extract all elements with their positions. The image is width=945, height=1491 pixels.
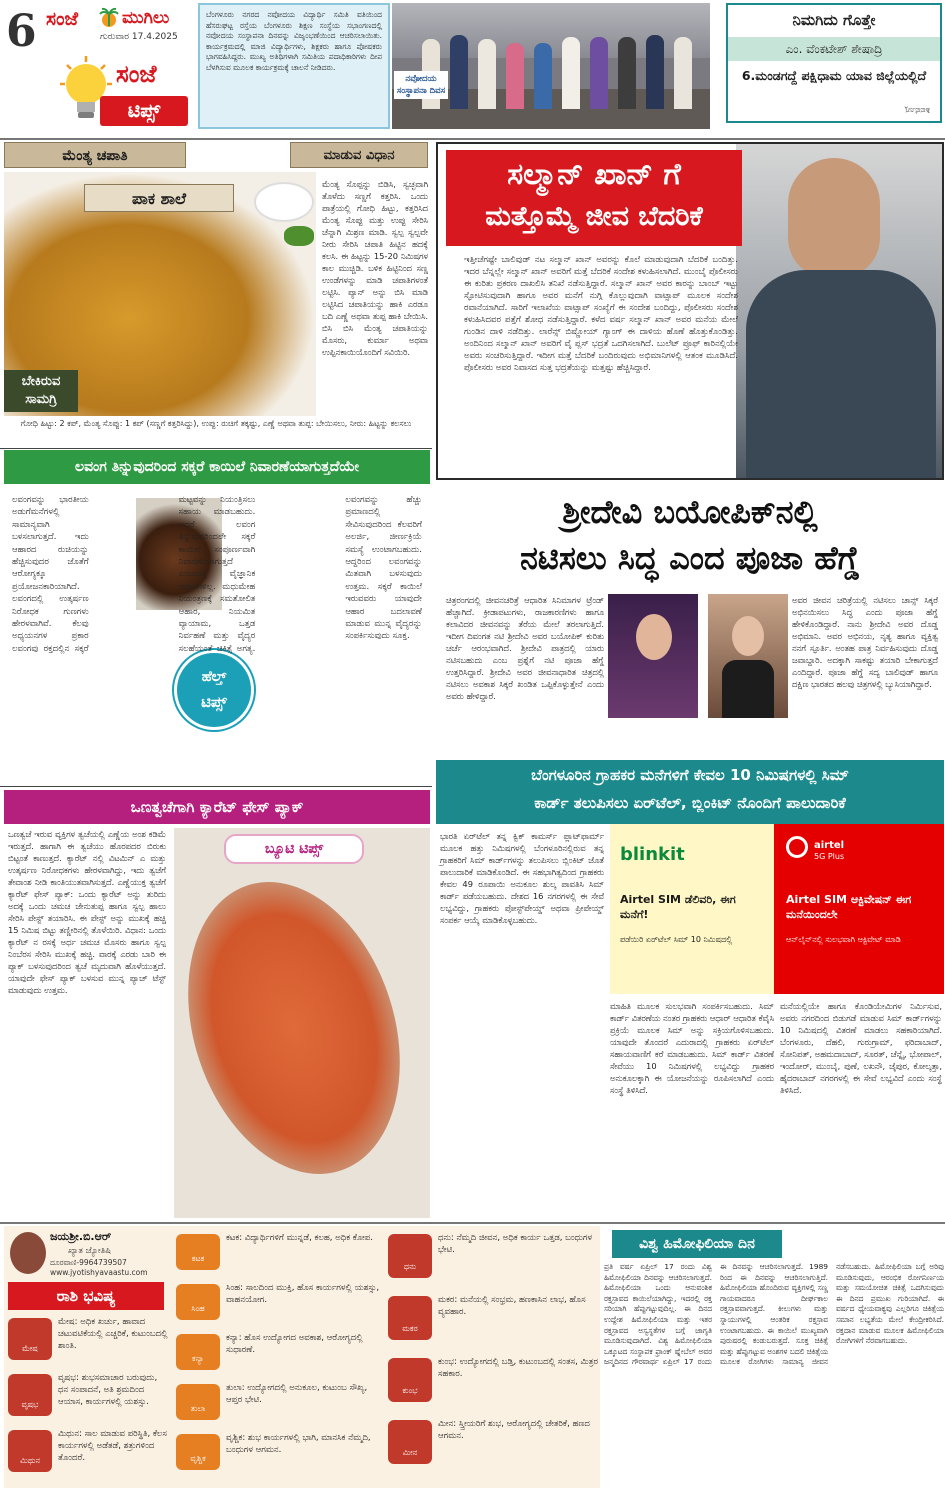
airtel-headline-1: ಬೆಂಗಳೂರಿನ ಗ್ರಾಹಕರ ಮನೆಗಳಿಗೆ ಕೇವಲ 10 ನಿಮಿಷಗಳಲ್ಲಿ ಸಿಮ್ [531, 766, 849, 784]
sridevi-text-right: ಅವರ ಜೀವನ ಚರಿತ್ರೆಯಲ್ಲಿ ನಟಿಸಲು ಚಾನ್ಸ್ ಸಿಕ್ಕರೆ ಅಭಿನಯಿಸಲು ಸಿದ್ಧ ಎಂದು ಪೂಜಾ ಹೆಗ್ಡೆ ಹೇಳಿಕೊಂಡಿದ್ದಾರೆ. ನಾನು ಶ್ರೀದೇವಿ ಅವರ ದೊಡ್ಡ ಅಭಿಮಾನಿ. ಅವರ ಅಭಿನಯ, ನೃತ್ಯ ಹಾಗೂ ವ್ಯಕ್ತಿತ್ವ ನನಗೆ ಸ್ಫೂರ್ತಿ. ಅಂತಹ ಪಾತ್ರ ನಿರ್ವಹಿಸುವುದು ದೊಡ್ಡ ಜವಾಬ್ದಾರಿ. ಅದಕ್ಕಾಗಿ ಸಾಕಷ್ಟು ತಯಾರಿ ಬೇಕಾಗುತ್ತದೆ ಎಂದಿದ್ದಾರೆ. ಪೂಜಾ ಹೆಗ್ಡೆ ಸದ್ಯ ಬಾಲಿವುಡ್ ಹಾಗೂ ದಕ್ಷಿಣ ಭಾರತದ ಹಲವು ಚಿತ್ರಗಳಲ್ಲಿ ಬ್ಯುಸಿಯಾಗಿದ್ದಾರೆ. [792, 595, 938, 689]
astrologer-title: ಖ್ಯಾತ ಜ್ಯೋತಿಷಿ [68, 1246, 111, 1256]
tips-line1: ಸಂಜೆ [116, 60, 157, 88]
hemophilia-headline: ವಿಶ್ವ ಹಿಮೋಫಿಲಿಯಾ ದಿನ [612, 1230, 782, 1258]
tips-line2: ಟಿಪ್ಸ್ [100, 96, 188, 126]
chapati-photo [4, 172, 316, 416]
zodiac-icon [176, 1384, 220, 1420]
airtel-section [436, 760, 944, 1220]
masthead [0, 0, 196, 138]
horoscope-sign [176, 1230, 382, 1278]
horoscope-sign [388, 1354, 598, 1414]
sridevi-headline-1: ಶ್ರೀದೇವಿ ಬಯೋಪಿಕ್‌ನಲ್ಲಿ [562, 493, 818, 531]
astrologer-name: ಜಯಶ್ರೀ.ಬಿ.ಆರ್ [50, 1230, 112, 1243]
recipe-method-label: ಮಾಡುವ ವಿಧಾನ [290, 142, 428, 168]
zodiac-name: ಕುಂಭ [402, 1386, 418, 1395]
clove-section [4, 450, 430, 786]
sridevi-section [436, 486, 944, 756]
zodiac-prediction: ತುಲಾ: ಉದ್ಯೋಗದಲ್ಲಿ ಅನುಕೂಲ, ಕುಟುಂಬ ಸೌಖ್ಯ, ಆಪ್ತರ ಭೇಟಿ. [226, 1383, 368, 1405]
event-caption: ನವೋದಯ ಸಂಸ್ಥಾಪನಾ ದಿವಸ [394, 71, 448, 99]
horoscope-col-3 [388, 1230, 598, 1486]
horoscope-heading: ರಾಶಿ ಭವಿಷ್ಯ [8, 1282, 164, 1310]
recipe-section [4, 142, 428, 446]
astrologer-phone: ದೂರವಾಣಿ-9964739507 [50, 1258, 127, 1267]
zodiac-icon [176, 1334, 220, 1370]
zodiac-name: ಮೇಷ [22, 1344, 38, 1353]
salman-headline-2: ಮತ್ತೊಮ್ಮೆ ಜೀವ ಬೆದರಿಕೆ [485, 201, 703, 232]
issue-date: ಗುರುವಾರ 17.4.2025 [100, 32, 178, 42]
sridevi-headline-2: ನಟಿಸಲು ಸಿದ್ಧ ಎಂದ ಪೂಜಾ ಹೆಗ್ಡೆ [520, 539, 860, 577]
carrot-headline: ಒಣತ್ವಚೆಗಾಗಿ ಕ್ಯಾರೆಟ್ ಫೇಸ್ ಪ್ಯಾಕ್ [4, 790, 430, 824]
zodiac-prediction: ಸಿಂಹ: ಸಾಲದಿಂದ ಮುಕ್ತಿ, ಹೊಸ ಕಾರ್ಯಗಳಲ್ಲಿ ಯಶಸ್ಸು, ವಾಹನಯೋಗ. [226, 1283, 380, 1305]
zodiac-prediction: ವೃಷಭ: ಶುಭಸಮಾಚಾರ ಬರುವುದು, ಧನ ಸಂಪಾದನೆ, ಅತಿ ಶ್ರಮದಿಂದ ಆಯಾಸ, ಕಾರ್ಯಗಳಲ್ಲಿ ಯಶಸ್ಸು. [58, 1373, 158, 1407]
salman-headline-1: ಸಲ್ಮಾನ್ ಖಾನ್ ಗೆ [507, 157, 681, 192]
beauty-tips-badge: ಬ್ಯೂಟಿ ಟಿಪ್ಸ್ [224, 834, 364, 864]
quiz-author: ಎಂ. ವೆಂಕಟೇಶ್ ಶೇಷಾದ್ರಿ [728, 37, 940, 61]
horoscope-col-2 [176, 1230, 382, 1486]
airtel-ad-panel [774, 824, 944, 994]
horoscope-sign [388, 1416, 598, 1476]
astrologer-site: www.jyotishyavaastu.com [50, 1268, 148, 1277]
airtel-headline-2: ಕಾರ್ಡ್ ತಲುಪಿಸಲು ಏರ್‌ಟೆಲ್, ಬ್ಲಿಂಕಿಟ್ ನೊಂದಿಗೆ ಪಾಲುದಾರಿಕೆ [534, 794, 846, 812]
ingredients-label: ಬೇಕಿರುವ ಸಾಮಗ್ರಿ [4, 370, 78, 412]
zodiac-icon [176, 1284, 220, 1320]
section-label: ಪಾಕ ಶಾಲೆ [84, 184, 234, 212]
zodiac-name: ಸಿಂಹ [191, 1304, 205, 1313]
zodiac-name: ಮಕರ [402, 1324, 418, 1333]
airtel-text-c: ಮನೆಯಲ್ಲಿಯೇ ಹಾಗೂ ಕೊಂಡಿಯೇಮಿಗಳ ನಿರ್ಮಿಸುವ, ಅವರು ನಗರದಿಂದ ಬಿಡುಗಡೆ ಮಾಡುವ ಸಿಮ್ ಕಾರ್ಡ್‌ಗಳನ್ನು 10 ನಿಮಿಷದಲ್ಲಿ ವಿತರಣೆ ಮಾಡಲು ಸಹಕಾರಿಯಾಗಿದೆ. ಬೆಂಗಳೂರು, ದೆಹಲಿ, ಗುರುಗ್ರಾಮ್, ಫರಿದಾಬಾದ್, ಸೋನಿಪತ್, ಅಹಮದಾಬಾದ್, ಸೂರತ್, ಚೆನ್ನೈ, ಭೋಪಾಲ್, ಇಂದೋರ್, ಮುಂಬೈ, ಪುಣೆ, ಲಖನೌ, ಜೈಪುರ, ಕೋಲ್ಕತ್ತಾ, ಹೈದರಾಬಾದ್ ನಗರಗಳಲ್ಲಿ ಈ ಸೇವೆ ಲಭ್ಯವಿದೆ ಎಂದು ಸಂಸ್ಥೆ ತಿಳಿಸಿದೆ. [780, 1001, 942, 1095]
pooja-photo [708, 594, 788, 718]
quiz-question: 6.ಮಂಡಗದ್ದೆ ಪಕ್ಷಿಧಾಮ ಯಾವ ಜಿಲ್ಲೆಯಲ್ಲಿದೆ [741, 68, 927, 83]
zodiac-name: ಕನ್ಯಾ [192, 1354, 204, 1363]
ad-title-right: Airtel SIM ಆಕ್ಟಿವೇಷನ್ ಈಗ ಮನೆಯಿಂದಲೇ [786, 893, 912, 921]
quiz-answer: ಶಿವಮೊಗ್ಗ [905, 106, 930, 115]
zodiac-prediction: ಮೇಷ: ಅಧಿಕ ಖರ್ಚು, ಹಾವಾದ ಚಟುವಟಿಕೆಯಲ್ಲಿ ಎಚ್ಚರಿಕೆ, ಕುಟುಂಬದಲ್ಲಿ ಶಾಂತಿ. [58, 1317, 168, 1351]
clove-text: ಲವಂಗವನ್ನು ಭಾರತೀಯ ಅಡುಗೆಮನೆಗಳಲ್ಲಿ ಸಾಮಾನ್ಯವಾಗಿ ಬಳಸಲಾಗುತ್ತದೆ. ಇದು ಆಹಾರದ ರುಚಿಯನ್ನು ಹೆಚ್ಚಿಸುವುದರ ಜೊತೆಗೆ ಆರೋಗ್ಯಕ್ಕೂ ಪ್ರಯೋಜನಕಾರಿಯಾಗಿದೆ. ಲವಂಗದಲ್ಲಿ ಉತ್ಕರ್ಷಣ ನಿರೋಧಕ ಗುಣಗಳು ಹೇರಳವಾಗಿವೆ. ಕೆಲವು ಅಧ್ಯಯನಗಳ ಪ್ರಕಾರ ಲವಂಗವು ರಕ್ತದಲ್ಲಿನ ಸಕ್ಕರೆ ಮಟ್ಟವನ್ನು ನಿಯಂತ್ರಿಸಲು ಸಹಾಯ ಮಾಡಬಹುದು. ಆದರೆ ಲವಂಗ ತಿನ್ನುವುದರಿಂದಲೇ ಸಕ್ಕರೆ ಕಾಯಿಲೆ ಸಂಪೂರ್ಣವಾಗಿ ನಿವಾರಣೆಯಾಗುತ್ತದೆ ಎಂಬುದಕ್ಕೆ ವೈಜ್ಞಾನಿಕ ಆಧಾರಗಳಿಲ್ಲ. ಮಧುಮೇಹ ನಿಯಂತ್ರಣಕ್ಕೆ ಸಮತೋಲಿತ ಆಹಾರ, ನಿಯಮಿತ ವ್ಯಾಯಾಮ, ಒತ್ತಡ ನಿರ್ವಹಣೆ ಮತ್ತು ವೈದ್ಯರ ಸಲಹೆಯಂತೆ ಚಿಕಿತ್ಸೆ ಅಗತ್ಯ. ಲವಂಗವನ್ನು ಹೆಚ್ಚು ಪ್ರಮಾಣದಲ್ಲಿ ಸೇವಿಸುವುದರಿಂದ ಕೆಲವರಿಗೆ ಅಲರ್ಜಿ, ಜೀರ್ಣಕ್ರಿಯೆ ಸಮಸ್ಯೆ ಉಂಟಾಗಬಹುದು. ಆದ್ದರಿಂದ ಲವಂಗವನ್ನು ಮಿತವಾಗಿ ಬಳಸುವುದು ಉತ್ತಮ. ಸಕ್ಕರೆ ಕಾಯಿಲೆ ಇರುವವರು ಯಾವುದೇ ಆಹಾರ ಬದಲಾವಣೆ ಮಾಡುವ ಮುನ್ನ ವೈದ್ಯರನ್ನು ಸಂಪರ್ಕಿಸುವುದು ಸೂಕ್ತ. [12, 495, 422, 654]
horoscope-sign [176, 1430, 382, 1478]
zodiac-prediction: ಕನ್ಯಾ: ಹೊಸ ಉದ್ಯೋಗದ ಅವಕಾಶ, ಆರೋಗ್ಯದಲ್ಲಿ ಸುಧಾರಣೆ. [226, 1333, 363, 1355]
horoscope-sign [8, 1370, 168, 1424]
airtel-text-a: ಭಾರತಿ ಏರ್‌ಟೆಲ್ ತನ್ನ ಕ್ವಿಕ್ ಕಾಮರ್ಸ್ ಪ್ಲಾಟ್‌ಫಾರ್ಮ್ ಮೂಲಕ ಹತ್ತು ನಿಮಿಷಗಳಲ್ಲಿ ಬೆಂಗಳೂರಿನಲ್ಲಿರುವ ತನ್ನ ಗ್ರಾಹಕರಿಗೆ ಸಿಮ್ ಕಾರ್ಡ್‌ಗಳನ್ನು ತಲುಪಿಸಲು ಬ್ಲಿಂಕಿಟ್ ಜೊತೆ ಪಾಲುದಾರಿಕೆ ಮಾಡಿಕೊಂಡಿದೆ. ಈ ಸಹಭಾಗಿತ್ವದಿಂದ ಗ್ರಾಹಕರು ಕೇವಲ 49 ರೂಪಾಯಿ ಅನುಕೂಲ ಶುಲ್ಕ ಪಾವತಿಸಿ ಸಿಮ್ ಕಾರ್ಡ್ ಪಡೆಯಬಹುದು. ದೇಶದ 16 ನಗರಗಳಲ್ಲಿ ಈ ಸೇವೆ ಲಭ್ಯವಿದ್ದು, ಗ್ರಾಹಕರು ಪೋಸ್ಟ್‌ಪೇಯ್ಡ್ ಅಥವಾ ಪ್ರೀಪೇಯ್ಡ್ ಸಂಪರ್ಕ ಆಯ್ಕೆ ಮಾಡಿಕೊಳ್ಳಬಹುದು. [440, 831, 604, 925]
zodiac-name: ಮಿಥುನ [20, 1456, 40, 1465]
zodiac-prediction: ಮೀನ: ಸ್ತ್ರೀಯರಿಗೆ ಶುಭ, ಆರೋಗ್ಯದಲ್ಲಿ ಚೇತರಿಕೆ, ಹಣದ ಆಗಮನ. [438, 1419, 590, 1441]
brand-mugilu: ಮುಗಿಲು [122, 8, 170, 28]
health-badge-line1: ಹೆಲ್ತ್ [201, 669, 227, 685]
hemophilia-section [604, 1226, 944, 1488]
clove-headline: ಲವಂಗ ತಿನ್ನುವುದರಿಂದ ಸಕ್ಕರೆ ಕಾಯಿಲೆ ನಿವಾರಣೆಯಾಗುತ್ತದೆಯೇ [4, 450, 430, 484]
news-brief-text: ಬೆಂಗಳೂರು ನಗರದ ನವೋದಯ ವಿದ್ಯಾರ್ಥಿ ಸಮಿತಿ ವತಿಯಿಂದ ಹೆಸರುಘಟ್ಟ ರಸ್ತೆಯ ಬೆಂಗಳೂರು ಶಿಕ್ಷಣ ಸಂಸ್ಥೆಯ ಸಭಾಂಗಣದಲ್ಲಿ ನವೋದಯ ಸಂಸ್ಥಾಪನಾ ದಿನವನ್ನು ವಿಜೃಂಭಣೆಯಿಂದ ಆಚರಿಸಲಾಯಿತು. ಕಾರ್ಯಕ್ರಮದಲ್ಲಿ ಮಾಜಿ ವಿದ್ಯಾರ್ಥಿಗಳು, ಶಿಕ್ಷಕರು ಹಾಗೂ ಪೋಷಕರು ಭಾಗವಹಿಸಿದ್ದರು. ಮುಖ್ಯ ಅತಿಥಿಗಳಾಗಿ ಸಮಿತಿಯ ಪದಾಧಿಕಾರಿಗಳು ದೀಪ ಬೆಳಗಿಸುವ ಮೂಲಕ ಕಾರ್ಯಕ್ರಮಕ್ಕೆ ಚಾಲನೆ ನೀಡಿದರು. [206, 10, 382, 72]
horoscope-sign [176, 1280, 382, 1328]
horoscope-col-1 [8, 1314, 168, 1486]
health-badge-line2: ಟಿಪ್ಸ್ [201, 693, 227, 711]
horoscope-sign [8, 1314, 168, 1368]
recipe-method-text: ಮೆಂತ್ಯ ಸೊಪ್ಪನ್ನು ಬಿಡಿಸಿ, ಸ್ವಚ್ಛವಾಗಿ ತೊಳೆದು ಸಣ್ಣಗೆ ಕತ್ತರಿಸಿ. ಒಂದು ಪಾತ್ರೆಯಲ್ಲಿ ಗೋಧಿ ಹಿಟ್ಟು, ಕತ್ತರಿಸಿದ ಮೆಂತ್ಯ ಸೊಪ್ಪು ಮತ್ತು ಉಪ್ಪು ಸೇರಿಸಿ ಚೆನ್ನಾಗಿ ಮಿಶ್ರಣ ಮಾಡಿ. ಸ್ವಲ್ಪ ಸ್ವಲ್ಪವೇ ನೀರು ಸೇರಿಸಿ ಚಪಾತಿ ಹಿಟ್ಟಿನ ಹದಕ್ಕೆ ಕಲಸಿ. ಈ ಹಿಟ್ಟನ್ನು 15-20 ನಿಮಿಷಗಳ ಕಾಲ ಮುಚ್ಚಿಡಿ. ಬಳಿಕ ಹಿಟ್ಟಿನಿಂದ ಸಣ್ಣ ಉಂಡೆಗಳನ್ನು ಮಾಡಿ ಚಪಾತಿಗಳಂತೆ ಲಟ್ಟಿಸಿ. ಪ್ಯಾನ್ ಅನ್ನು ಬಿಸಿ ಮಾಡಿ ಲಟ್ಟಿಸಿದ ಚಪಾತಿಯನ್ನು ಹಾಕಿ ಎರಡೂ ಬದಿ ಎಣ್ಣೆ ಅಥವಾ ತುಪ್ಪ ಹಾಕಿ ಬೇಯಿಸಿ. ಬಿಸಿ ಬಿಸಿ ಮೆಂತ್ಯ ಚಪಾತಿಯನ್ನು ಮೊಸರು, ಕುರ್ಮಾ ಅಥವಾ ಉಪ್ಪಿನಕಾಯಿಯೊಂದಿಗೆ ಸವಿಯಿರಿ. [322, 179, 428, 357]
zodiac-prediction: ಮಕರ: ಮನೆಯಲ್ಲಿ ಸಂಭ್ರಮ, ಹಣಕಾಸಿನ ಲಾಭ, ಹೊಸ ವ್ಯವಹಾರ. [438, 1295, 586, 1317]
astrologer-photo [10, 1232, 46, 1274]
zodiac-prediction: ಧನು: ನೆಮ್ಮದಿ ಜೀವನ, ಅಧಿಕ ಕಾರ್ಯ ಒತ್ತಡ, ಬಂಧುಗಳ ಭೇಟಿ. [438, 1233, 593, 1255]
sridevi-text-left: ಚಿತ್ರರಂಗದಲ್ಲಿ ಜೀವನಚರಿತ್ರೆ ಆಧಾರಿತ ಸಿನಿಮಾಗಳ ಟ್ರೆಂಡ್ ಹೆಚ್ಚಾಗಿದೆ. ಕ್ರೀಡಾಪಟುಗಳು, ರಾಜಕಾರಣಿಗಳು ಹಾಗೂ ಕಲಾವಿದರ ಜೀವನವನ್ನು ತೆರೆಯ ಮೇಲೆ ತರಲಾಗುತ್ತಿದೆ. ಇದೀಗ ದಿವಂಗತ ನಟಿ ಶ್ರೀದೇವಿ ಅವರ ಬಯೋಪಿಕ್ ಕುರಿತು ಚರ್ಚೆ ಆರಂಭವಾಗಿದೆ. ಶ್ರೀದೇವಿ ಪಾತ್ರದಲ್ಲಿ ಯಾರು ನಟಿಸಬಹುದು ಎಂಬ ಪ್ರಶ್ನೆಗೆ ನಟಿ ಪೂಜಾ ಹೆಗ್ಡೆ ಉತ್ತರಿಸಿದ್ದಾರೆ. ಶ್ರೀದೇವಿ ಅವರ ಜೀವನಾಧಾರಿತ ಚಿತ್ರದಲ್ಲಿ ನಟಿಸಲು ಅವಕಾಶ ಸಿಕ್ಕರೆ ಖಂಡಿತ ಒಪ್ಪಿಕೊಳ್ಳುತ್ತೇನೆ ಎಂದು ಅವರು ಹೇಳಿದ್ದಾರೆ. [446, 595, 604, 701]
salman-text: ಇತ್ತೀಚೆಗಷ್ಟೇ ಬಾಲಿವುಡ್ ನಟ ಸಲ್ಮಾನ್ ಖಾನ್ ಅವರನ್ನು ಕೊಲೆ ಮಾಡುವುದಾಗಿ ಬೆದರಿಕೆ ಬಂದಿತ್ತು. ಇದರ ಬೆನ್ನಲ್ಲೇ ಸಲ್ಮಾನ್ ಖಾನ್ ಅವರಿಗೆ ಮತ್ತೆ ಬೆದರಿಕೆ ಸಂದೇಶ ಕಳುಹಿಸಲಾಗಿದೆ. ಮುಂಬೈ ಪೊಲೀಸರು ಈ ಕುರಿತು ಪ್ರಕರಣ ದಾಖಲಿಸಿ ತನಿಖೆ ನಡೆಸುತ್ತಿದ್ದಾರೆ. ಸಲ್ಮಾನ್ ಖಾನ್ ಅವರ ಕಾರನ್ನು ಬಾಂಬ್ ಇಟ್ಟು ಸ್ಫೋಟಿಸುವುದಾಗಿ ಹಾಗೂ ಅವರ ಮನೆಗೆ ನುಗ್ಗಿ ಕೊಲ್ಲುವುದಾಗಿ ವಾಟ್ಸಾಪ್ ಮೂಲಕ ಸಂದೇಶ ರವಾನೆಯಾಗಿದೆ. ಸಾರಿಗೆ ಇಲಾಖೆಯ ವಾಟ್ಸಾಪ್ ಸಂಖ್ಯೆಗೆ ಈ ಸಂದೇಶ ಬಂದಿದ್ದು, ಪೊಲೀಸರು ಸಂದೇಶ ಕಳುಹಿಸಿದವರ ಪತ್ತೆಗೆ ಶೋಧ ನಡೆಸುತ್ತಿದ್ದಾರೆ. ಕಳೆದ ವರ್ಷ ಸಲ್ಮಾನ್ ಖಾನ್ ಅವರ ಮನೆಯ ಮೇಲೆ ಗುಂಡಿನ ದಾಳಿ ನಡೆದಿತ್ತು. ಲಾರೆನ್ಸ್ ಬಿಷ್ಣೋಯ್ ಗ್ಯಾಂಗ್ ಈ ದಾಳಿಯ ಹೊಣೆ ಹೊತ್ತುಕೊಂಡಿತ್ತು. ಅಂದಿನಿಂದ ಸಲ್ಮಾನ್ ಖಾನ್ ಅವರಿಗೆ ವೈ ಪ್ಲಸ್ ಭದ್ರತೆ ಒದಗಿಸಲಾಗಿದೆ. ಬುಲೆಟ್ ಪ್ರೂಫ್ ಕಾರಿನಲ್ಲಿಯೇ ಅವರು ಸಂಚರಿಸುತ್ತಿದ್ದಾರೆ. ಇದೀಗ ಮತ್ತೆ ಬೆದರಿಕೆ ಬಂದಿರುವುದು ಅಭಿಮಾನಿಗಳಲ್ಲಿ ಆತಂಕ ಮೂಡಿಸಿದೆ. ಪೊಲೀಸರು ಅವರ ನಿವಾಸದ ಸುತ್ತ ಭದ್ರತೆಯನ್ನು ಮತ್ತಷ್ಟು ಹೆಚ್ಚಿಸಿದ್ದಾರೆ. [464, 255, 738, 373]
recipe-ingredients-text: ಗೋಧಿ ಹಿಟ್ಟು: 2 ಕಪ್, ಮೆಂತ್ಯ ಸೊಪ್ಪು: 1 ಕಪ್ (ಸಣ್ಣಗೆ ಕತ್ತರಿಸಿದ್ದು), ಉಪ್ಪು: ರುಚಿಗೆ ತಕ್ಕಷ್ಟು, ಎಣ್ಣೆ ಅಥವಾ ತುಪ್ಪ: ಬೇಯಿಸಲು, ನೀರು: ಹಿಟ್ಟನ್ನು ಕಲಸಲು [20, 419, 412, 428]
zodiac-name: ವೃಷಭ [21, 1400, 39, 1409]
airtel-headline-box [436, 760, 944, 824]
horoscope-section [4, 1226, 600, 1488]
carrot-section [4, 790, 430, 1218]
horoscope-sign [388, 1292, 598, 1352]
salman-section [436, 142, 944, 480]
zodiac-icon [176, 1234, 220, 1270]
salman-photo [736, 144, 944, 480]
zodiac-name: ಧನು [403, 1262, 417, 1271]
quiz-box [726, 3, 942, 123]
ad-sub-left: ಪಡೆಯಿರಿ ಏರ್‌ಟೆಲ್ ಸಿಮ್ 10 ನಿಮಿಷದಲ್ಲಿ [620, 935, 733, 944]
zodiac-name: ಮೀನ [402, 1448, 418, 1457]
horoscope-sign [176, 1380, 382, 1428]
recipe-title: ಮೆಂತ್ಯ ಚಪಾತಿ [4, 142, 186, 168]
quiz-title: ನಿಮಗಿದು ಗೊತ್ತೇ [728, 5, 940, 35]
zodiac-name: ಕಟಕ [191, 1254, 205, 1263]
salman-headline-box [446, 150, 742, 246]
horoscope-sign [8, 1426, 168, 1480]
ad-title-left: Airtel SIM ಡೆಲಿವರಿ, ಈಗ ಮನೆಗೆ! [620, 893, 736, 921]
zodiac-prediction: ಕಟಕ: ವಿದ್ಯಾರ್ಥಿಗಳಿಗೆ ಮುನ್ನಡೆ, ಕಲಹ, ಅಧಿಕ ಕೋಪ. [226, 1233, 373, 1243]
palm-logo-icon [98, 6, 120, 28]
horoscope-sign [176, 1330, 382, 1378]
zodiac-prediction: ಕುಂಭ: ಉದ್ಯೋಗದಲ್ಲಿ ಬಡ್ತಿ, ಕುಟುಂಬದಲ್ಲಿ ಸಂತಸ, ಮಿತ್ರರ ಸಹಕಾರ. [438, 1357, 598, 1379]
airtel-text-b: ಮಾಹಿತಿ ಮೂಲಕ ಸುಲಭವಾಗಿ ಸಂಪರ್ಕಿಸಬಹುದು. ಸಿಮ್ ಕಾರ್ಡ್ ವಿತರಣೆಯ ನಂತರ ಗ್ರಾಹಕರು ಆಧಾರ್ ಆಧಾರಿತ ಕೆವೈಸಿ ಪ್ರಕ್ರಿಯೆ ಮೂಲಕ ಸಿಮ್ ಅನ್ನು ಸಕ್ರಿಯಗೊಳಿಸಬಹುದು. ಯಾವುದೇ ತೊಂದರೆ ಎದುರಾದಲ್ಲಿ ಗ್ರಾಹಕರು ಏರ್‌ಟೆಲ್ ಸಹಾಯವಾಣಿಗೆ ಕರೆ ಮಾಡಬಹುದು. ಸಿಮ್ ಕಾರ್ಡ್ ವಿತರಣೆ ಸೇವೆಯು 10 ನಿಮಿಷಗಳಲ್ಲಿ ಲಭ್ಯವಿದ್ದು ಗ್ರಾಹಕರ ಅನುಕೂಲಕ್ಕಾಗಿ ಈ ಯೋಜನೆಯನ್ನು ರೂಪಿಸಲಾಗಿದೆ ಎಂದು ಸಂಸ್ಥೆ ತಿಳಿಸಿದೆ. [610, 1001, 774, 1095]
brand-sanje: ಸಂಜೆ [46, 8, 79, 30]
news-brief [198, 3, 390, 129]
hemophilia-text: ಪ್ರತಿ ವರ್ಷ ಏಪ್ರಿಲ್ 17 ರಂದು ವಿಶ್ವ ಹಿಮೋಫಿಲಿಯಾ ದಿನವನ್ನು ಆಚರಿಸಲಾಗುತ್ತದೆ. ಹಿಮೋಫಿಲಿಯಾ ಒಂದು ಆನುವಂಶಿಕ ರಕ್ತಸ್ರಾವದ ಕಾಯಿಲೆಯಾಗಿದ್ದು, ಇದರಲ್ಲಿ ರಕ್ತ ಸರಿಯಾಗಿ ಹೆಪ್ಪುಗಟ್ಟುವುದಿಲ್ಲ. ಈ ದಿನದ ಉದ್ದೇಶ ಹಿಮೋಫಿಲಿಯಾ ಮತ್ತು ಇತರ ರಕ್ತಸ್ರಾವದ ಅಸ್ವಸ್ಥತೆಗಳ ಬಗ್ಗೆ ಜಾಗೃತಿ ಮೂಡಿಸುವುದಾಗಿದೆ. ವಿಶ್ವ ಹಿಮೋಫಿಲಿಯಾ ಒಕ್ಕೂಟದ ಸಂಸ್ಥಾಪಕ ಫ್ರಾಂಕ್ ಷ್ನೇಬೆಲ್ ಅವರ ಜನ್ಮದಿನದ ಗೌರವಾರ್ಥ ಏಪ್ರಿಲ್ 17 ರಂದು ಈ ದಿನವನ್ನು ಆಚರಿಸಲಾಗುತ್ತದೆ. 1989 ರಿಂದ ಈ ದಿನವನ್ನು ಆಚರಿಸಲಾಗುತ್ತಿದೆ. ಹಿಮೋಫಿಲಿಯಾ ಹೊಂದಿರುವ ವ್ಯಕ್ತಿಗಳಲ್ಲಿ ಸಣ್ಣ ಗಾಯವಾದರೂ ದೀರ್ಘಕಾಲ ರಕ್ತಸ್ರಾವವಾಗುತ್ತದೆ. ಕೀಲುಗಳು ಮತ್ತು ಸ್ನಾಯುಗಳಲ್ಲಿ ಆಂತರಿಕ ರಕ್ತಸ್ರಾವ ಉಂಟಾಗಬಹುದು. ಈ ಕಾಯಿಲೆ ಮುಖ್ಯವಾಗಿ ಪುರುಷರಲ್ಲಿ ಕಂಡುಬರುತ್ತದೆ. ಸೂಕ್ತ ಚಿಕಿತ್ಸೆ ಮತ್ತು ಹೆಪ್ಪುಗಟ್ಟುವ ಅಂಶಗಳ ಬದಲಿ ಚಿಕಿತ್ಸೆಯ ಮೂಲಕ ರೋಗಿಗಳು ಸಾಮಾನ್ಯ ಜೀವನ ನಡೆಸಬಹುದು. ಹಿಮೋಫಿಲಿಯಾ ಬಗ್ಗೆ ಅರಿವು ಮೂಡಿಸುವುದು, ಆರಂಭಿಕ ರೋಗನಿರ್ಣಯ ಮತ್ತು ಸಮಯೋಚಿತ ಚಿಕಿತ್ಸೆ ಒದಗಿಸುವುದು ಈ ದಿನದ ಪ್ರಮುಖ ಗುರಿಯಾಗಿದೆ. ಈ ವರ್ಷದ ಧ್ಯೇಯವಾಕ್ಯವು ಎಲ್ಲರಿಗೂ ಚಿಕಿತ್ಸೆಯ ಸಮಾನ ಲಭ್ಯತೆಯ ಮೇಲೆ ಕೇಂದ್ರೀಕರಿಸಿದೆ. ರಕ್ತದಾನ ಮಾಡುವ ಮೂಲಕ ಹಿಮೋಫಿಲಿಯಾ ರೋಗಿಗಳಿಗೆ ನೆರವಾಗಬಹುದು. [604, 1262, 944, 1367]
airtel-5g-tag: 5G Plus [814, 852, 845, 861]
zodiac-name: ವೃಶ್ಚಿಕ [190, 1454, 206, 1463]
ad-sub-right: ಆನ್‌ಲೈನ್‌ನಲ್ಲಿ ಸುಲಭವಾಗಿ ಆಕ್ಟಿವೇಟ್ ಮಾಡಿ [786, 935, 901, 944]
airtel-ad [610, 824, 944, 994]
carrot-photo [174, 828, 430, 1218]
event-photo [392, 3, 710, 129]
zodiac-name: ತುಲಾ [190, 1404, 206, 1413]
airtel-logo-text: airtel [814, 840, 845, 851]
carrot-text: ಒಣತ್ವಚೆ ಇರುವ ವ್ಯಕ್ತಿಗಳ ತ್ವಚೆಯಲ್ಲಿ ಎಣ್ಣೆಯ ಅಂಶ ಕಡಿಮೆ ಇರುತ್ತದೆ. ಹಾಗಾಗಿ ಈ ತ್ವಚೆಯು ಹೊರಪದರ ಬಿರುಕು ಬಿಟ್ಟಂತೆ ಕಾಣುತ್ತದೆ. ಕ್ಯಾರೆಟ್ ನಲ್ಲಿ ವಿಟಮಿನ್ ಎ ಮತ್ತು ಉತ್ಕರ್ಷಣ ನಿರೋಧಕಗಳು ಹೇರಳವಾಗಿದ್ದು, ಇದು ತ್ವಚೆಗೆ ತೇವಾಂಶ ನೀಡಿ ಕಾಂತಿಯುತವಾಗಿಸುತ್ತದೆ. ಎಣ್ಣೆಯುಕ್ತ ತ್ವಚೆಗೆ ಕ್ಯಾರೆಟ್ ಫೇಸ್ ಪ್ಯಾಕ್: ಒಂದು ಕ್ಯಾರೆಟ್ ಅನ್ನು ತುರಿದು ಅದಕ್ಕೆ ಒಂದು ಚಮಚ ಜೇನುತುಪ್ಪ ಹಾಗೂ ಸ್ವಲ್ಪ ಹಾಲು ಸೇರಿಸಿ ಪೇಸ್ಟ್ ತಯಾರಿಸಿ. ಈ ಪೇಸ್ಟ್ ಅನ್ನು ಮುಖಕ್ಕೆ ಹಚ್ಚಿ 15 ನಿಮಿಷ ಬಿಟ್ಟು ತಣ್ಣೀರಿನಲ್ಲಿ ತೊಳೆಯಿರಿ. ವಿಧಾನ: ಒಂದು ಕ್ಯಾರೆಟ್ ನ ರಸಕ್ಕೆ ಅರ್ಧ ಚಮಚ ಮೊಸರು ಹಾಗೂ ಸ್ವಲ್ಪ ನಿಂಬೆರಸ ಸೇರಿಸಿ ಮುಖಕ್ಕೆ ಹಚ್ಚಿ. ವಾರಕ್ಕೆ ಎರಡು ಬಾರಿ ಈ ಪ್ಯಾಕ್ ಬಳಸುವುದರಿಂದ ತ್ವಚೆ ಮೃದುವಾಗಿ ಹೊಳೆಯುತ್ತದೆ. ಯಾವುದೇ ಫೇಸ್ ಪ್ಯಾಕ್ ಬಳಸುವ ಮುನ್ನ ಪ್ಯಾಚ್ ಟೆಸ್ಟ್ ಮಾಡುವುದು ಉತ್ತಮ. [8, 829, 166, 995]
blinkit-logo: blinkit [620, 844, 685, 865]
horoscope-sign [388, 1230, 598, 1290]
zodiac-prediction: ಮಿಥುನ: ಸಾಲ ಮಾಡುವ ಪರಿಸ್ಥಿತಿ, ಕೆಲಸ ಕಾರ್ಯಗಳಲ್ಲಿ ಅಡೆತಡೆ, ಶತ್ರುಗಳಿಂದ ತೊಂದರೆ. [58, 1429, 167, 1463]
sridevi-photo [608, 594, 698, 718]
page-number: 6 [6, 6, 37, 57]
airtel-logo-icon [786, 836, 808, 858]
zodiac-icon [176, 1434, 220, 1470]
zodiac-prediction: ವೃಶ್ಚಿಕ: ಶುಭ ಕಾರ್ಯಗಳಲ್ಲಿ ಭಾಗಿ, ಮಾನಸಿಕ ನೆಮ್ಮದಿ, ಬಂಧುಗಳ ಆಗಮನ. [226, 1433, 371, 1455]
